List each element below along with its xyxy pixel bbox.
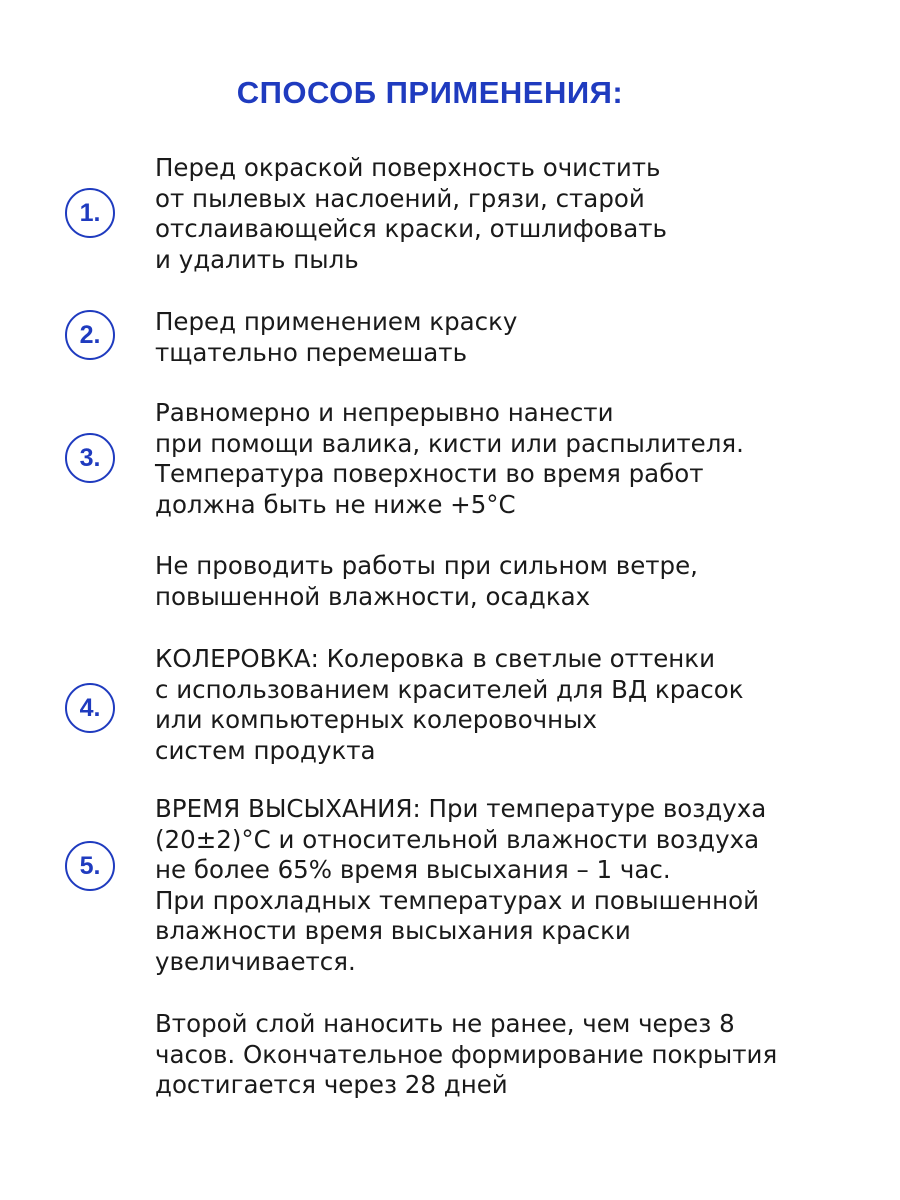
step-2-line: Перед применением краску xyxy=(155,307,518,336)
step-number-badge-3: 3. xyxy=(65,433,115,483)
step-number-badge-2: 2. xyxy=(65,310,115,360)
step-4-line: КОЛЕРОВКА: Колеровка в светлые оттенки xyxy=(155,644,716,673)
step-5-line: не более 65% время высыхания – 1 час. xyxy=(155,855,671,884)
page-title: СПОСОБ ПРИМЕНЕНИЯ: xyxy=(236,74,624,110)
step-3-note-line: Не проводить работы при сильном ветре, xyxy=(155,551,698,580)
step-5-note-line: часов. Окончательное формирование покрытия xyxy=(155,1039,778,1069)
step-5-text xyxy=(155,794,875,977)
step-5-line: влажности время высыхания краски xyxy=(155,916,631,945)
step-3-note-line: повышенной влажности, осадках xyxy=(155,581,591,611)
step-5-line: увеличивается. xyxy=(155,946,356,976)
step-1-line: отслаивающейся краски, отшлифовать xyxy=(155,214,667,243)
step-3-text xyxy=(155,398,875,520)
step-5-note xyxy=(155,1009,875,1101)
step-5-line: (20±2)°С и относительной влажности воздуха xyxy=(155,824,760,854)
step-5-line: ВРЕМЯ ВЫСЫХАНИЯ: При температуре воздуха xyxy=(155,794,767,823)
step-3-line: при помощи валика, кисти или распылителя. xyxy=(155,428,744,458)
step-number-badge-5: 5. xyxy=(65,841,115,891)
step-4-text xyxy=(155,644,875,766)
step-number-badge-4: 4. xyxy=(65,683,115,733)
step-5-note-line: Второй слой наносить не ранее, чем через 8 xyxy=(155,1009,735,1038)
step-4-line: систем продукта xyxy=(155,735,376,765)
step-2-text xyxy=(155,307,875,368)
step-4-line: с использованием красителей для ВД красок xyxy=(155,674,744,704)
step-1-line: Перед окраской поверхность очистить xyxy=(155,153,661,182)
step-3-note xyxy=(155,551,875,612)
step-3-line: должна быть не ниже +5°С xyxy=(155,489,516,519)
step-3-line: Равномерно и непрерывно нанести xyxy=(155,398,614,427)
step-1-line: и удалить пыль xyxy=(155,244,359,274)
step-number-badge-1: 1. xyxy=(65,188,115,238)
step-4-line: или компьютерных колеровочных xyxy=(155,705,598,734)
step-2-line: тщательно перемешать xyxy=(155,337,468,367)
step-5-note-line: достигается через 28 дней xyxy=(155,1070,508,1099)
step-1-text xyxy=(155,153,875,275)
step-3-line: Температура поверхности во время работ xyxy=(155,459,704,488)
step-5-line: При прохладных температурах и повышенной xyxy=(155,885,760,915)
step-1-line: от пылевых наслоений, грязи, старой xyxy=(155,183,645,213)
